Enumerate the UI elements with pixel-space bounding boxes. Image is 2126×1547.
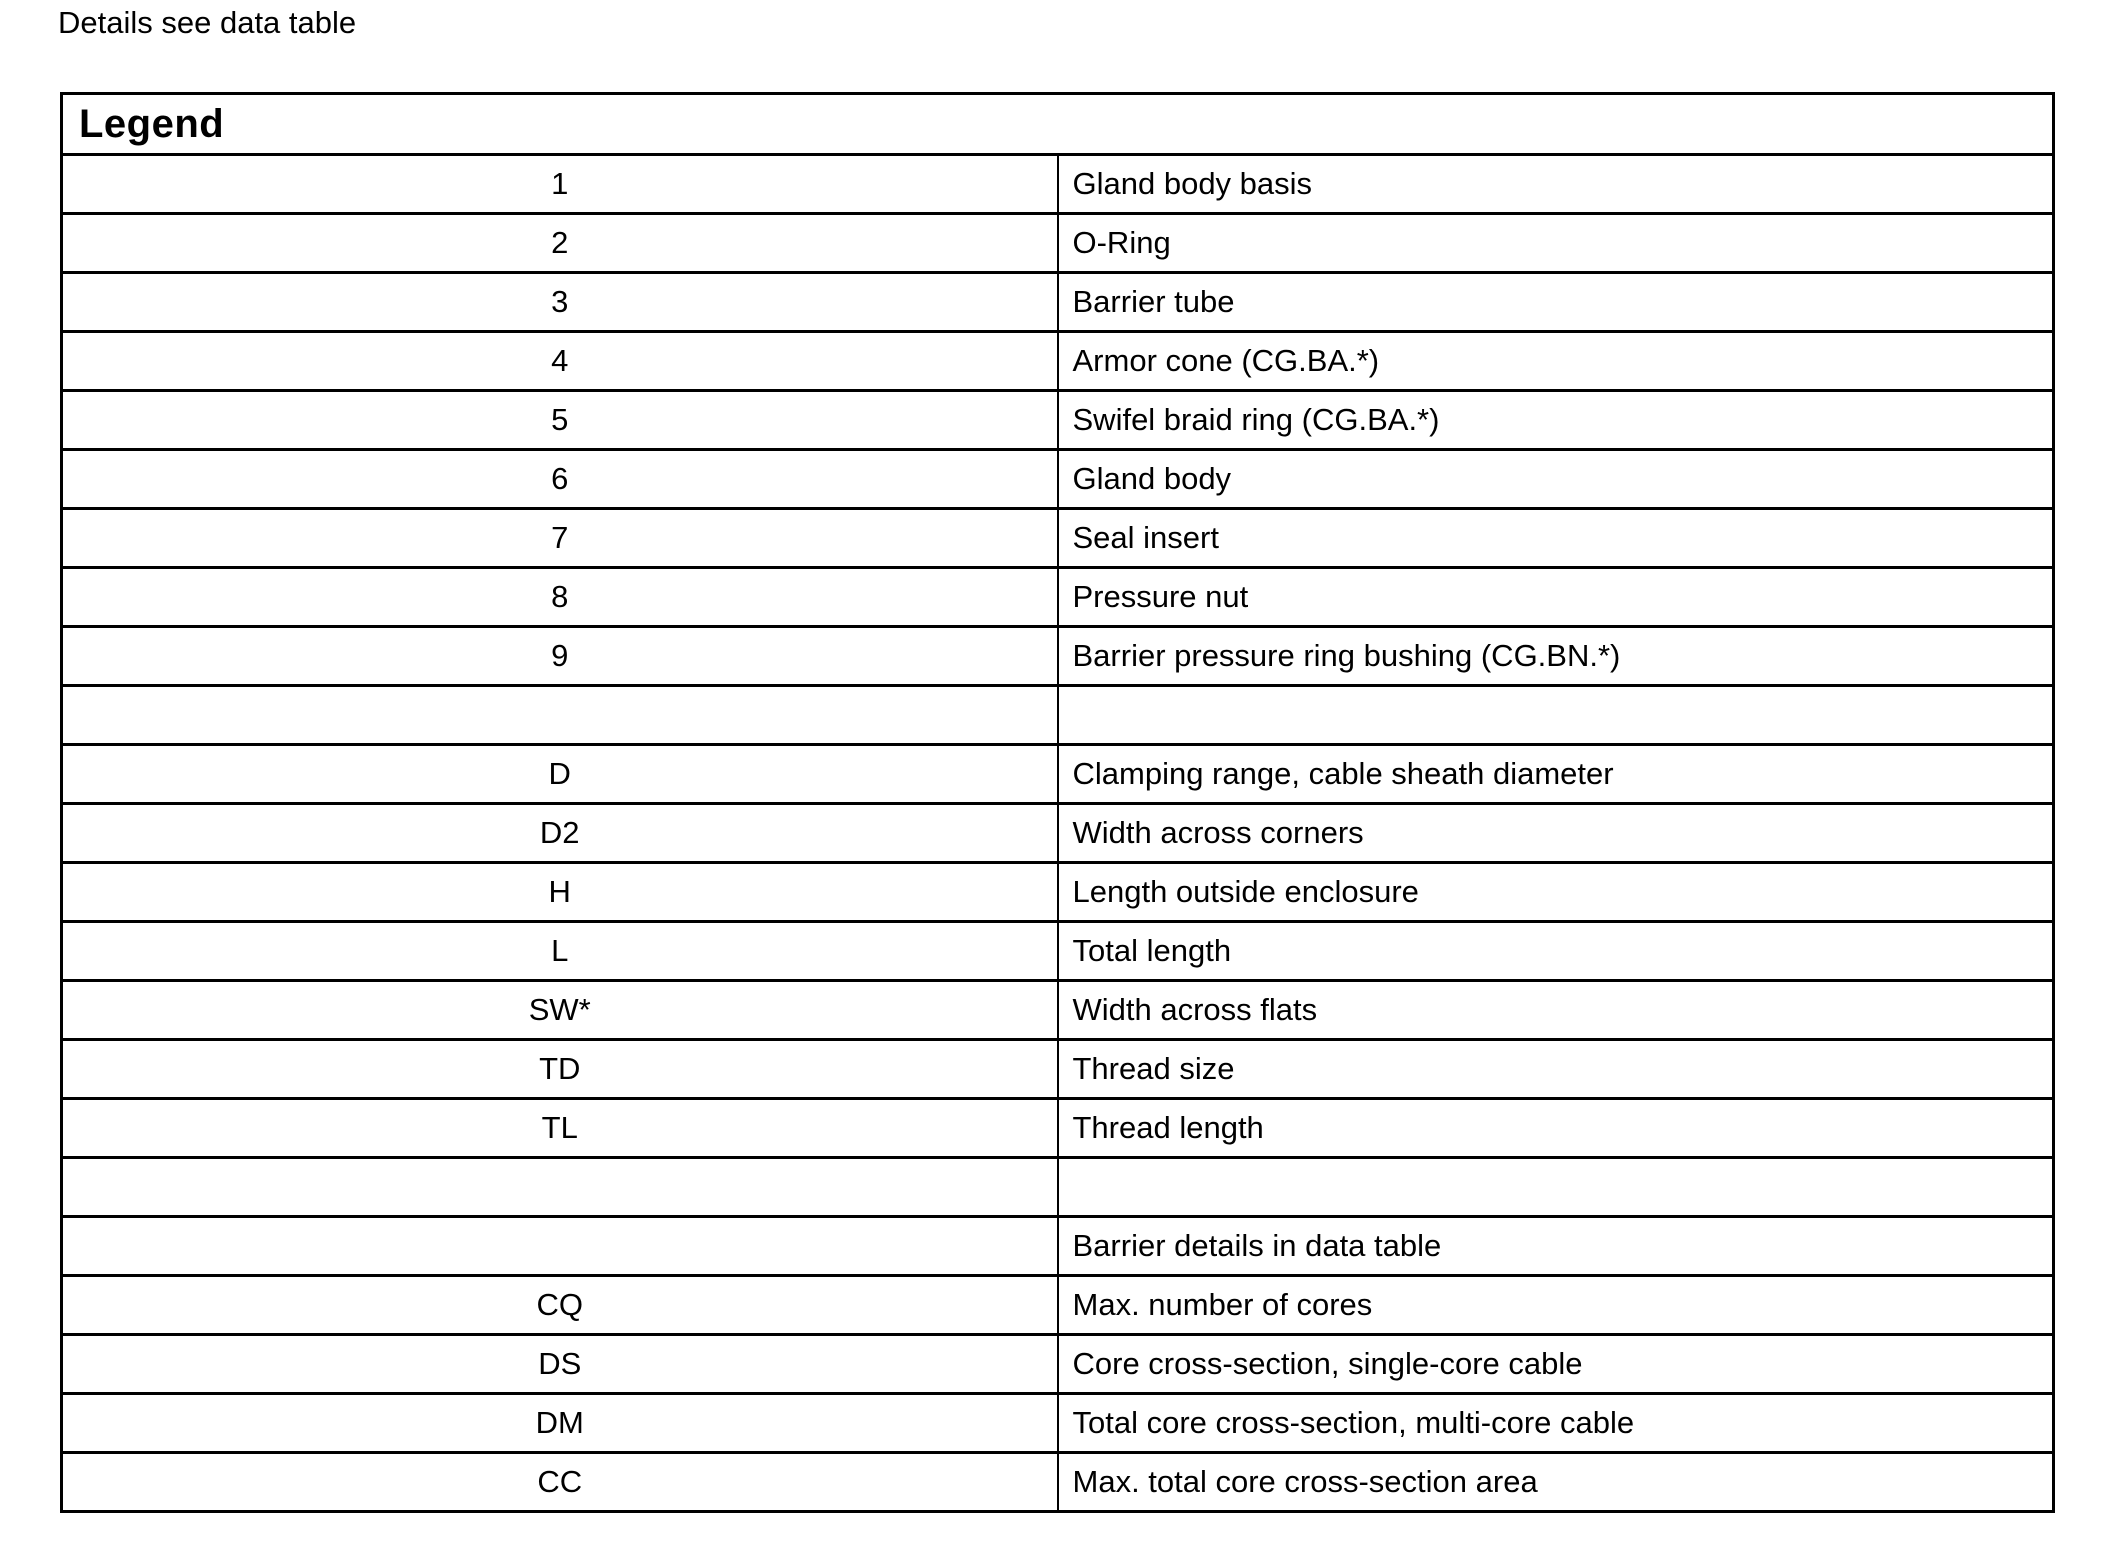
legend-table: [60, 92, 2055, 1513]
legend-key-cell: [62, 686, 1058, 745]
legend-key-cell: [62, 1158, 1058, 1217]
legend-key-cell: 9: [62, 627, 1058, 686]
legend-row: [62, 1217, 2054, 1276]
legend-key-cell: TD: [62, 1040, 1058, 1099]
legend-desc-cell: Barrier pressure ring bushing (CG.BN.*): [1058, 627, 2054, 686]
legend-key-cell: H: [62, 863, 1058, 922]
legend-key-cell: 3: [62, 273, 1058, 332]
legend-row: [62, 450, 2054, 509]
legend-header-row: [62, 94, 2054, 155]
legend-desc-cell: Length outside enclosure: [1058, 863, 2054, 922]
legend-desc-cell: Clamping range, cable sheath diameter: [1058, 745, 2054, 804]
legend-row: [62, 1394, 2054, 1453]
legend-row: [62, 804, 2054, 863]
legend-desc-cell: Max. total core cross-section area: [1058, 1453, 2054, 1512]
legend-key-cell: 6: [62, 450, 1058, 509]
legend-desc-cell: Gland body: [1058, 450, 2054, 509]
legend-key-cell: SW*: [62, 981, 1058, 1040]
legend-row: [62, 1276, 2054, 1335]
legend-key-cell: TL: [62, 1099, 1058, 1158]
legend-row: [62, 863, 2054, 922]
legend-row: [62, 391, 2054, 450]
legend-row: [62, 1040, 2054, 1099]
legend-desc-cell: Gland body basis: [1058, 155, 2054, 214]
legend-row: [62, 1099, 2054, 1158]
legend-desc-cell: O-Ring: [1058, 214, 2054, 273]
legend-key-cell: 2: [62, 214, 1058, 273]
legend-title: Legend: [62, 94, 2054, 155]
legend-desc-cell: Swifel braid ring (CG.BA.*): [1058, 391, 2054, 450]
legend-desc-cell: Width across flats: [1058, 981, 2054, 1040]
legend-key-cell: 5: [62, 391, 1058, 450]
legend-table-body: [62, 155, 2054, 1512]
legend-key-cell: DS: [62, 1335, 1058, 1394]
legend-desc-cell: Barrier tube: [1058, 273, 2054, 332]
legend-row: [62, 155, 2054, 214]
legend-row: [62, 745, 2054, 804]
intro-note: Details see data table: [58, 5, 357, 40]
legend-desc-cell: Pressure nut: [1058, 568, 2054, 627]
legend-desc-cell: Armor cone (CG.BA.*): [1058, 332, 2054, 391]
legend-row: [62, 627, 2054, 686]
legend-key-cell: CC: [62, 1453, 1058, 1512]
legend-desc-cell: Total core cross-section, multi-core cable: [1058, 1394, 2054, 1453]
legend-key-cell: [62, 1217, 1058, 1276]
legend-key-cell: D: [62, 745, 1058, 804]
legend-row: [62, 922, 2054, 981]
legend-row: [62, 273, 2054, 332]
legend-row: [62, 981, 2054, 1040]
legend-row: [62, 568, 2054, 627]
legend-row: [62, 686, 2054, 745]
legend-row: [62, 332, 2054, 391]
legend-desc-cell: Width across corners: [1058, 804, 2054, 863]
legend-row: [62, 1335, 2054, 1394]
legend-desc-cell: Total length: [1058, 922, 2054, 981]
legend-desc-cell: Seal insert: [1058, 509, 2054, 568]
legend-row: [62, 1453, 2054, 1512]
legend-desc-cell: Thread size: [1058, 1040, 2054, 1099]
legend-desc-cell: Core cross-section, single-core cable: [1058, 1335, 2054, 1394]
legend-desc-cell: [1058, 1158, 2054, 1217]
legend-desc-cell: Thread length: [1058, 1099, 2054, 1158]
legend-key-cell: L: [62, 922, 1058, 981]
legend-row: [62, 214, 2054, 273]
legend-row: [62, 509, 2054, 568]
legend-desc-cell: Barrier details in data table: [1058, 1217, 2054, 1276]
legend-key-cell: CQ: [62, 1276, 1058, 1335]
legend-key-cell: 4: [62, 332, 1058, 391]
legend-key-cell: DM: [62, 1394, 1058, 1453]
legend-key-cell: 7: [62, 509, 1058, 568]
legend-row: [62, 1158, 2054, 1217]
legend-key-cell: 8: [62, 568, 1058, 627]
legend-key-cell: 1: [62, 155, 1058, 214]
legend-desc-cell: [1058, 686, 2054, 745]
legend-key-cell: D2: [62, 804, 1058, 863]
legend-desc-cell: Max. number of cores: [1058, 1276, 2054, 1335]
